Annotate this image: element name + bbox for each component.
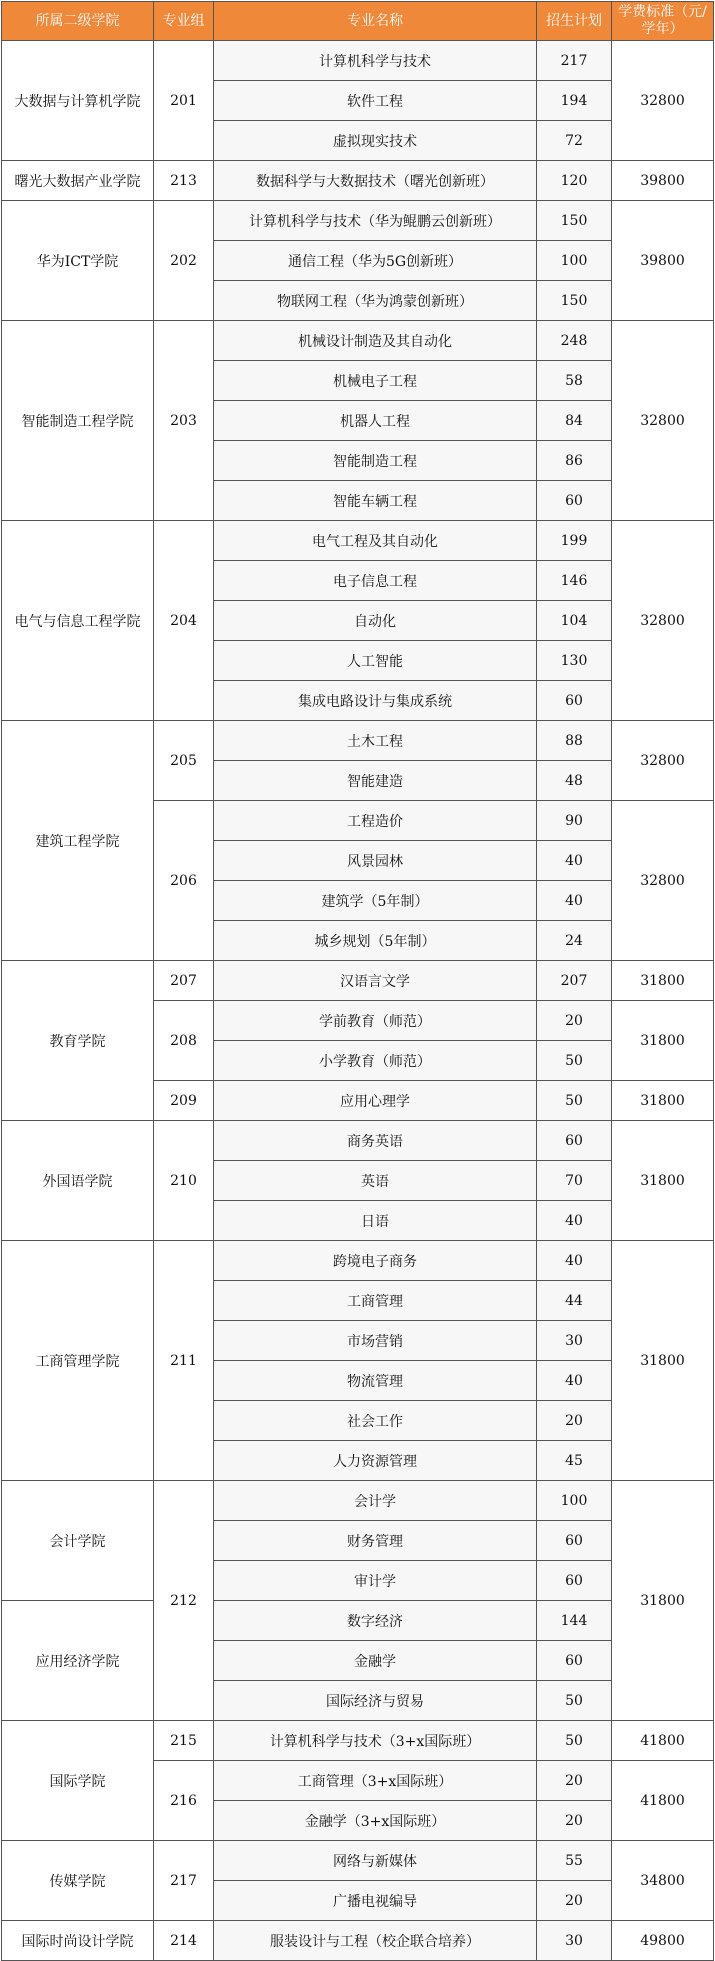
- major-cell: 自动化: [214, 601, 537, 641]
- group-cell: 202: [154, 201, 214, 321]
- major-cell: 国际经济与贸易: [214, 1681, 537, 1721]
- header-plan: 招生计划: [537, 2, 612, 41]
- college-cell: 会计学院: [2, 1481, 154, 1601]
- plan-cell: 146: [537, 561, 612, 601]
- fee-cell: 32800: [612, 521, 714, 721]
- fee-cell: 31800: [612, 1241, 714, 1481]
- group-cell: 204: [154, 521, 214, 721]
- plan-cell: 199: [537, 521, 612, 561]
- plan-cell: 45: [537, 1441, 612, 1481]
- major-cell: 应用心理学: [214, 1081, 537, 1121]
- major-cell: 电子信息工程: [214, 561, 537, 601]
- major-cell: 计算机科学与技术（华为鲲鹏云创新班）: [214, 201, 537, 241]
- fee-cell: 31800: [612, 1081, 714, 1121]
- plan-cell: 194: [537, 81, 612, 121]
- fee-cell: 32800: [612, 721, 714, 801]
- plan-cell: 40: [537, 841, 612, 881]
- plan-cell: 50: [537, 1081, 612, 1121]
- major-cell: 机械电子工程: [214, 361, 537, 401]
- fee-cell: 32800: [612, 801, 714, 961]
- plan-cell: 60: [537, 1561, 612, 1601]
- college-cell: 曙光大数据产业学院: [2, 161, 154, 201]
- major-cell: 会计学: [214, 1481, 537, 1521]
- group-cell: 201: [154, 41, 214, 161]
- admissions-table: [1, 1, 714, 1961]
- group-cell: 205: [154, 721, 214, 801]
- plan-cell: 20: [537, 1801, 612, 1841]
- header-major: 专业名称: [214, 2, 537, 41]
- major-cell: 广播电视编导: [214, 1881, 537, 1921]
- major-cell: 审计学: [214, 1561, 537, 1601]
- major-cell: 财务管理: [214, 1521, 537, 1561]
- table-row: [2, 1921, 714, 1961]
- major-cell: 学前教育（师范）: [214, 1001, 537, 1041]
- table-body: [2, 41, 714, 1961]
- fee-cell: 39800: [612, 161, 714, 201]
- plan-cell: 30: [537, 1321, 612, 1361]
- college-cell: 传媒学院: [2, 1841, 154, 1921]
- group-cell: 214: [154, 1921, 214, 1961]
- plan-cell: 60: [537, 1121, 612, 1161]
- major-cell: 智能制造工程: [214, 441, 537, 481]
- group-cell: 209: [154, 1081, 214, 1121]
- major-cell: 网络与新媒体: [214, 1841, 537, 1881]
- major-cell: 电气工程及其自动化: [214, 521, 537, 561]
- table-row: [2, 521, 714, 561]
- college-cell: 建筑工程学院: [2, 721, 154, 961]
- major-cell: 物流管理: [214, 1361, 537, 1401]
- table-row: [2, 1601, 714, 1641]
- college-cell: 应用经济学院: [2, 1601, 154, 1721]
- college-cell: 外国语学院: [2, 1121, 154, 1241]
- plan-cell: 60: [537, 481, 612, 521]
- major-cell: 智能建造: [214, 761, 537, 801]
- major-cell: 社会工作: [214, 1401, 537, 1441]
- table-row: [2, 1481, 714, 1521]
- plan-cell: 20: [537, 1001, 612, 1041]
- plan-cell: 100: [537, 1481, 612, 1521]
- table-row: [2, 961, 714, 1001]
- major-cell: 英语: [214, 1161, 537, 1201]
- plan-cell: 20: [537, 1761, 612, 1801]
- group-cell: 207: [154, 961, 214, 1001]
- fee-cell: 39800: [612, 201, 714, 321]
- major-cell: 数字经济: [214, 1601, 537, 1641]
- group-cell: 216: [154, 1761, 214, 1841]
- plan-cell: 40: [537, 1201, 612, 1241]
- fee-cell: 41800: [612, 1761, 714, 1841]
- plan-cell: 84: [537, 401, 612, 441]
- plan-cell: 50: [537, 1041, 612, 1081]
- table-row: [2, 321, 714, 361]
- fee-cell: 31800: [612, 1481, 714, 1721]
- college-cell: 华为ICT学院: [2, 201, 154, 321]
- fee-cell: 31800: [612, 1121, 714, 1241]
- major-cell: 小学教育（师范）: [214, 1041, 537, 1081]
- plan-cell: 104: [537, 601, 612, 641]
- plan-cell: 40: [537, 1361, 612, 1401]
- plan-cell: 144: [537, 1601, 612, 1641]
- plan-cell: 207: [537, 961, 612, 1001]
- major-cell: 机器人工程: [214, 401, 537, 441]
- college-cell: 工商管理学院: [2, 1241, 154, 1481]
- header-row: [2, 2, 714, 41]
- table-row: [2, 161, 714, 201]
- major-cell: 软件工程: [214, 81, 537, 121]
- major-cell: 人力资源管理: [214, 1441, 537, 1481]
- major-cell: 智能车辆工程: [214, 481, 537, 521]
- major-cell: 金融学（3+x国际班）: [214, 1801, 537, 1841]
- major-cell: 跨境电子商务: [214, 1241, 537, 1281]
- major-cell: 物联网工程（华为鸿蒙创新班）: [214, 281, 537, 321]
- group-cell: 210: [154, 1121, 214, 1241]
- fee-cell: 31800: [612, 1001, 714, 1081]
- plan-cell: 150: [537, 281, 612, 321]
- plan-cell: 50: [537, 1721, 612, 1761]
- college-cell: 教育学院: [2, 961, 154, 1121]
- fee-cell: 49800: [612, 1921, 714, 1961]
- fee-cell: 34800: [612, 1841, 714, 1921]
- plan-cell: 55: [537, 1841, 612, 1881]
- plan-cell: 70: [537, 1161, 612, 1201]
- major-cell: 汉语言文学: [214, 961, 537, 1001]
- major-cell: 城乡规划（5年制）: [214, 921, 537, 961]
- plan-cell: 20: [537, 1401, 612, 1441]
- table-row: [2, 1241, 714, 1281]
- plan-cell: 60: [537, 1521, 612, 1561]
- plan-cell: 40: [537, 1241, 612, 1281]
- plan-cell: 48: [537, 761, 612, 801]
- major-cell: 建筑学（5年制）: [214, 881, 537, 921]
- group-cell: 208: [154, 1001, 214, 1081]
- major-cell: 计算机科学与技术（3+x国际班）: [214, 1721, 537, 1761]
- major-cell: 工商管理（3+x国际班）: [214, 1761, 537, 1801]
- group-cell: 215: [154, 1721, 214, 1761]
- plan-cell: 24: [537, 921, 612, 961]
- college-cell: 国际学院: [2, 1721, 154, 1841]
- group-cell: 211: [154, 1241, 214, 1481]
- major-cell: 风景园林: [214, 841, 537, 881]
- plan-cell: 60: [537, 1641, 612, 1681]
- plan-cell: 248: [537, 321, 612, 361]
- major-cell: 虚拟现实技术: [214, 121, 537, 161]
- table-row: [2, 1721, 714, 1761]
- group-cell: 213: [154, 161, 214, 201]
- fee-cell: 32800: [612, 41, 714, 161]
- plan-cell: 30: [537, 1921, 612, 1961]
- fee-cell: 31800: [612, 961, 714, 1001]
- major-cell: 通信工程（华为5G创新班）: [214, 241, 537, 281]
- plan-cell: 150: [537, 201, 612, 241]
- plan-cell: 60: [537, 681, 612, 721]
- plan-cell: 90: [537, 801, 612, 841]
- college-cell: 智能制造工程学院: [2, 321, 154, 521]
- major-cell: 人工智能: [214, 641, 537, 681]
- fee-cell: 32800: [612, 321, 714, 521]
- table-header: [2, 2, 714, 41]
- group-cell: 206: [154, 801, 214, 961]
- header-college: 所属二级学院: [2, 2, 154, 41]
- major-cell: 工商管理: [214, 1281, 537, 1321]
- plan-cell: 40: [537, 881, 612, 921]
- college-cell: 国际时尚设计学院: [2, 1921, 154, 1961]
- fee-cell: 41800: [612, 1721, 714, 1761]
- plan-cell: 86: [537, 441, 612, 481]
- plan-cell: 100: [537, 241, 612, 281]
- header-fee: 学费标准（元/学年）: [612, 2, 714, 41]
- major-cell: 集成电路设计与集成系统: [214, 681, 537, 721]
- plan-cell: 88: [537, 721, 612, 761]
- header-group: 专业组: [154, 2, 214, 41]
- plan-cell: 20: [537, 1881, 612, 1921]
- plan-cell: 50: [537, 1681, 612, 1721]
- major-cell: 市场营销: [214, 1321, 537, 1361]
- table-row: [2, 1841, 714, 1881]
- college-cell: 电气与信息工程学院: [2, 521, 154, 721]
- table-row: [2, 201, 714, 241]
- group-cell: 212: [154, 1481, 214, 1721]
- plan-cell: 217: [537, 41, 612, 81]
- major-cell: 服装设计与工程（校企联合培养）: [214, 1921, 537, 1961]
- group-cell: 217: [154, 1841, 214, 1921]
- major-cell: 日语: [214, 1201, 537, 1241]
- plan-cell: 120: [537, 161, 612, 201]
- plan-cell: 58: [537, 361, 612, 401]
- major-cell: 工程造价: [214, 801, 537, 841]
- plan-cell: 72: [537, 121, 612, 161]
- table-row: [2, 1121, 714, 1161]
- major-cell: 计算机科学与技术: [214, 41, 537, 81]
- major-cell: 数据科学与大数据技术（曙光创新班）: [214, 161, 537, 201]
- table-row: [2, 41, 714, 81]
- group-cell: 203: [154, 321, 214, 521]
- plan-cell: 44: [537, 1281, 612, 1321]
- table-row: [2, 721, 714, 761]
- major-cell: 机械设计制造及其自动化: [214, 321, 537, 361]
- major-cell: 商务英语: [214, 1121, 537, 1161]
- major-cell: 土木工程: [214, 721, 537, 761]
- major-cell: 金融学: [214, 1641, 537, 1681]
- plan-cell: 130: [537, 641, 612, 681]
- college-cell: 大数据与计算机学院: [2, 41, 154, 161]
